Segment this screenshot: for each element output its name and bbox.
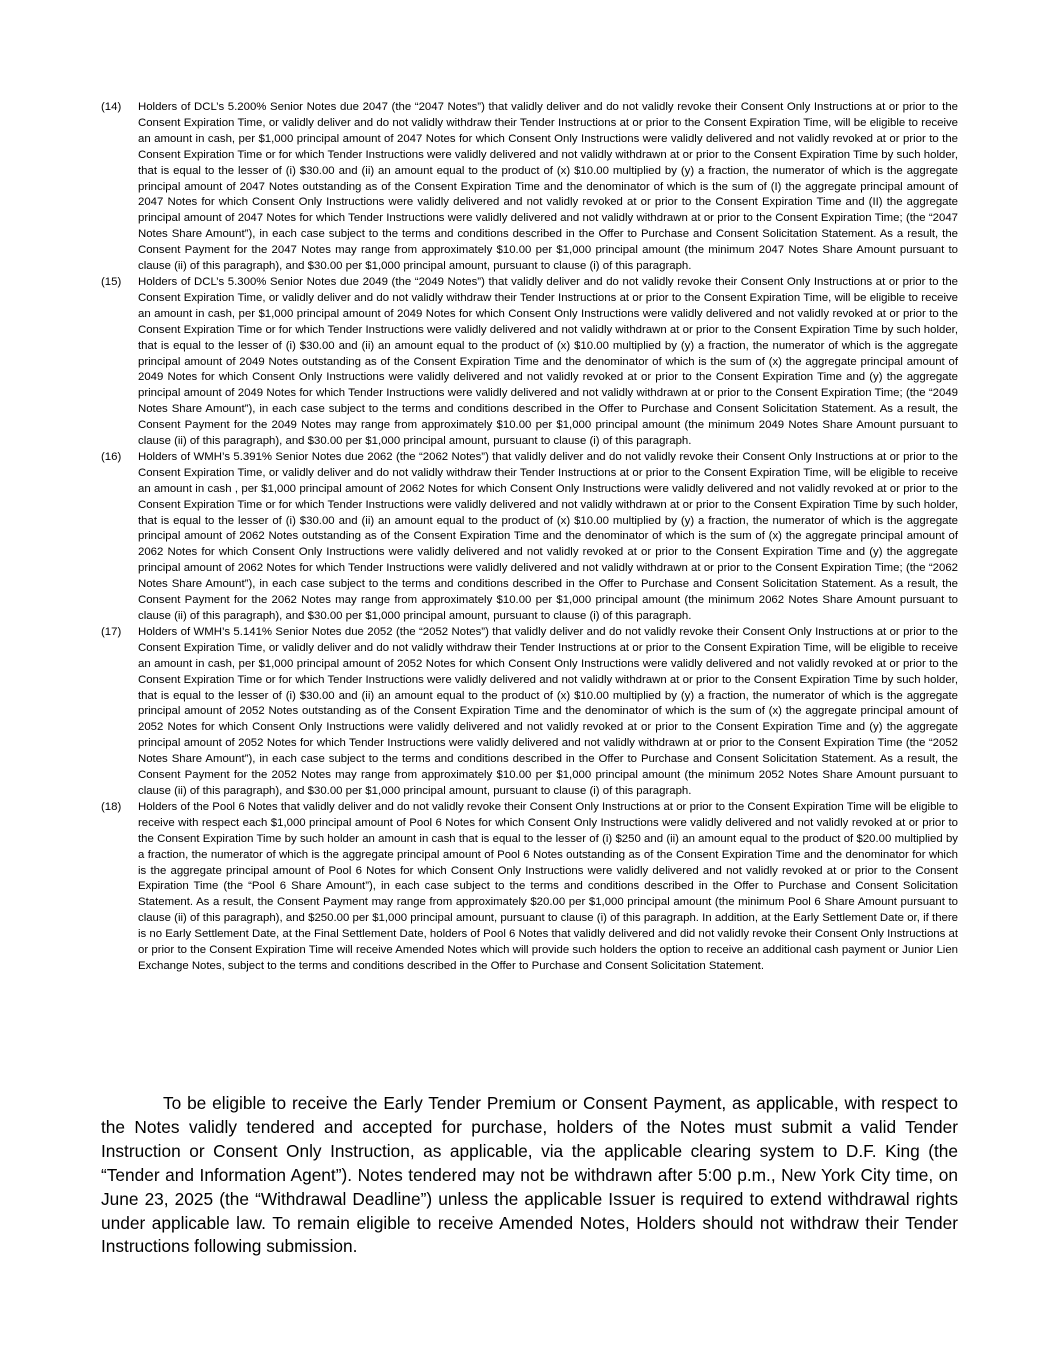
footnote-number: (14) bbox=[101, 101, 122, 113]
closing-paragraph: To be eligible to receive the Early Tender Premium or Consent Payment, as applicable, with respect to the Notes validly tendered and accepted for purchase, holders of the Notes must submit a valid Tender Instruction or Consent Only Instruction, as applicable, via the applicable clearing system to D.F. King (the “Tender and Information Agent”). Notes tendered may not be withdrawn after 5:00 p.m., New York City time, on June 23, 2025 (the “Withdrawal Deadline”) unless the applicable Issuer is required to extend withdrawal rights under applicable law. To remain eligible to receive Amended Notes, Holders should not withdraw their Tender Instructions following submission. bbox=[101, 1093, 958, 1257]
footnote-item bbox=[101, 800, 958, 975]
footnote-number: (15) bbox=[101, 275, 122, 288]
footnote-item bbox=[101, 625, 958, 800]
footnote-number: (16) bbox=[101, 450, 122, 463]
footnote-list bbox=[101, 100, 958, 975]
footnote-item bbox=[101, 100, 958, 275]
footnote-text: Holders of WMH’s 5.391% Senior Notes due 2062 (the “2062 Notes”) that validly deliver and do not validly revoke their Consent Only Instructions at or prior to the Consent Expiration Time, or validly deliver and do not validly withdraw their Tender Instructions at or prior to the Consent Expiration Time, will be eligible to receive an amount in cash , per $1,000 principal amount of 2062 Notes for which Consent Only Instructions were validly delivered and not validly revoked at or prior to the Consent Expiration Time or for which Tender Instructions were validly delivered and not validly withdrawn at or prior to the Consent Expiration Time by such holder, that is equal to the lesser of (i) $30.00 and (ii) an amount equal to the product of (x) $10.00 multiplied by (y) a fraction, the numerator of which is the aggregate principal amount of 2062 Notes outstanding as of the Consent Expiration Time and the denominator of which is the sum of (x) the aggregate principal amount of 2062 Notes for which Consent Only Instructions were validly delivered and not validly revoked at or prior to the Consent Expiration Time and (y) the aggregate principal amount of 2062 Notes for which Tender Instructions were validly delivered and not validly withdrawn at or prior to the Consent Expiration Time; (the “2062 Notes Share Amount”), in each case subject to the terms and conditions described in the Offer to Purchase and Consent Solicitation Statement. As a result, the Consent Payment for the 2062 Notes may range from approximately $10.00 per $1,000 principal amount (the minimum 2062 Notes Share Amount pursuant to clause (ii) of this paragraph), and $30.00 per $1,000 principal amount, pursuant to clause (i) of this paragraph. bbox=[138, 450, 958, 622]
footnote-item bbox=[101, 275, 958, 450]
footnote-item bbox=[101, 450, 958, 625]
footnote-text: Holders of WMH’s 5.141% Senior Notes due 2052 (the “2052 Notes”) that validly deliver and do not validly revoke their Consent Only Instructions at or prior to the Consent Expiration Time, or validly deliver and do not validly withdraw their Tender Instructions at or prior to the Consent Expiration Time, will be eligible to receive an amount in cash, per $1,000 principal amount of 2052 Notes for which Consent Only Instructions were validly delivered and not validly revoked at or prior to the Consent Expiration Time or for which Tender Instructions were validly delivered and not validly withdrawn at or prior to the Consent Expiration Time by such holder, that is equal to the lesser of (i) $30.00 and (ii) an amount equal to the product of (x) $10.00 multiplied by (y) a fraction, the numerator of which is the aggregate principal amount of 2052 Notes outstanding as of the Consent Expiration Time and the denominator of which is the sum of (x) the aggregate principal amount of 2052 Notes for which Consent Only Instructions were validly delivered and not validly revoked at or prior to the Consent Expiration Time and (y) the aggregate principal amount of 2052 Notes for which Tender Instructions were validly delivered and not validly withdrawn at or prior to the Consent Expiration Time (the “2052 Notes Share Amount”), in each case subject to the terms and conditions described in the Offer to Purchase and Consent Solicitation Statement. As a result, the Consent Payment for the 2052 Notes may range from approximately $10.00 per $1,000 principal amount (the minimum 2052 Notes Share Amount pursuant to clause (ii) of this paragraph), and $30.00 per $1,000 principal amount, pursuant to clause (i) of this paragraph. bbox=[138, 625, 958, 797]
footnote-text: Holders of DCL’s 5.300% Senior Notes due 2049 (the “2049 Notes”) that validly deliver and do not validly revoke their Consent Only Instructions at or prior to the Consent Expiration Time, or validly deliver and do not validly withdraw their Tender Instructions at or prior to the Consent Expiration Time, will be eligible to receive an amount in cash, per $1,000 principal amount of 2049 Notes for which Consent Only Instructions were validly delivered and not validly revoked at or prior to the Consent Expiration Time or for which Tender Instructions were validly delivered and not validly withdrawn at or prior to the Consent Expiration Time by such holder, that is equal to the lesser of (i) $30.00 and (ii) an amount equal to the product of (x) $10.00 multiplied by (y) a fraction, the numerator of which is the aggregate principal amount of 2049 Notes outstanding as of the Consent Expiration Time and the denominator of which is the sum of (x) the aggregate principal amount of 2049 Notes for which Consent Only Instructions were validly delivered and not validly revoked at or prior to the Consent Expiration Time and (y) the aggregate principal amount of 2049 Notes for which Tender Instructions were validly delivered and not validly withdrawn at or prior to the Consent Expiration Time; (the “2049 Notes Share Amount”), in each case subject to the terms and conditions described in the Offer to Purchase and Consent Solicitation Statement. As a result, the Consent Payment for the 2049 Notes may range from approximately $10.00 per $1,000 principal amount (the minimum 2049 Notes Share Amount pursuant to clause (ii) of this paragraph), and $30.00 per $1,000 principal amount, pursuant to clause (i) of this paragraph. bbox=[138, 275, 958, 448]
footnote-number: (17) bbox=[101, 625, 122, 638]
footnote-number: (18) bbox=[101, 800, 122, 813]
footnote-text: Holders of the Pool 6 Notes that validly deliver and do not validly revoke their Consent Only Instructions at or prior to the Consent Expiration Time will be eligible to receive with respect each $1,000 principal amount of Pool 6 Notes for which Consent Only Instructions were validly delivered and not validly revoked at or prior to the Consent Expiration Time by such holder an amount in cash that is equal to the lesser of (i) $250 and (ii) an amount equal to the product of $20.00 multiplied by a fraction, the numerator of which is the aggregate principal amount of Pool 6 Notes outstanding as of the Consent Expiration Time and the denominator for which is the aggregate principal amount of Pool 6 Notes for which Consent Only Instructions were validly delivered and not validly revoked at or prior to the Consent Expiration Time (the “Pool 6 Share Amount”), in each case subject to the terms and conditions described in the Offer to Purchase and Consent Solicitation Statement. As a result, the Consent Payment may range from approximately $20.00 per $1,000 principal amount (the minimum Pool 6 Share Amount pursuant to clause (ii) of this paragraph), and $250.00 per $1,000 principal amount, pursuant to clause (i) of this paragraph. In addition, at the Early Settlement Date or, if there is no Early Settlement Date, at the Final Settlement Date, holders of Pool 6 Notes that validly delivered and did not validly revoke their Consent Only Instructions at or prior to the Consent Expiration Time will receive Amended Notes which will provide such holders the option to receive an additional cash payment or Junior Lien Exchange Notes, subject to the terms and conditions described in the Offer to Purchase and Consent Solicitation Statement. bbox=[138, 800, 958, 972]
footnote-text: Holders of DCL’s 5.200% Senior Notes due 2047 (the “2047 Notes”) that validly deliver and do not validly revoke their Consent Only Instructions at or prior to the Consent Expiration Time, or validly deliver and do not validly withdraw their Tender Instructions at or prior to the Consent Expiration Time, will be eligible to receive an amount in cash, per $1,000 principal amount of 2047 Notes for which Consent Only Instructions were validly delivered and not validly revoked at or prior to the Consent Expiration Time or for which Tender Instructions were validly delivered and not validly withdrawn at or prior to the Consent Expiration Time by such holder, that is equal to the lesser of (i) $30.00 and (ii) an amount equal to the product of (x) $10.00 multiplied by (y) a fraction, the numerator of which is the aggregate principal amount of 2047 Notes outstanding as of the Consent Expiration Time and the denominator of which is the sum of (I) the aggregate principal amount of 2047 Notes for which Consent Only Instructions were validly delivered and not validly revoked at or prior to the Consent Expiration Time and (II) the aggregate principal amount of 2047 Notes for which Tender Instructions were validly delivered and not validly withdrawn at or prior to the Consent Expiration Time; (the “2047 Notes Share Amount”), in each case subject to the terms and conditions described in the Offer to Purchase and Consent Solicitation Statement. As a result, the Consent Payment for the 2047 Notes may range from approximately $10.00 per $1,000 principal amount (the minimum 2047 Notes Share Amount pursuant to clause (ii) of this paragraph), and $30.00 per $1,000 principal amount, pursuant to clause (i) of this paragraph. bbox=[138, 101, 958, 273]
